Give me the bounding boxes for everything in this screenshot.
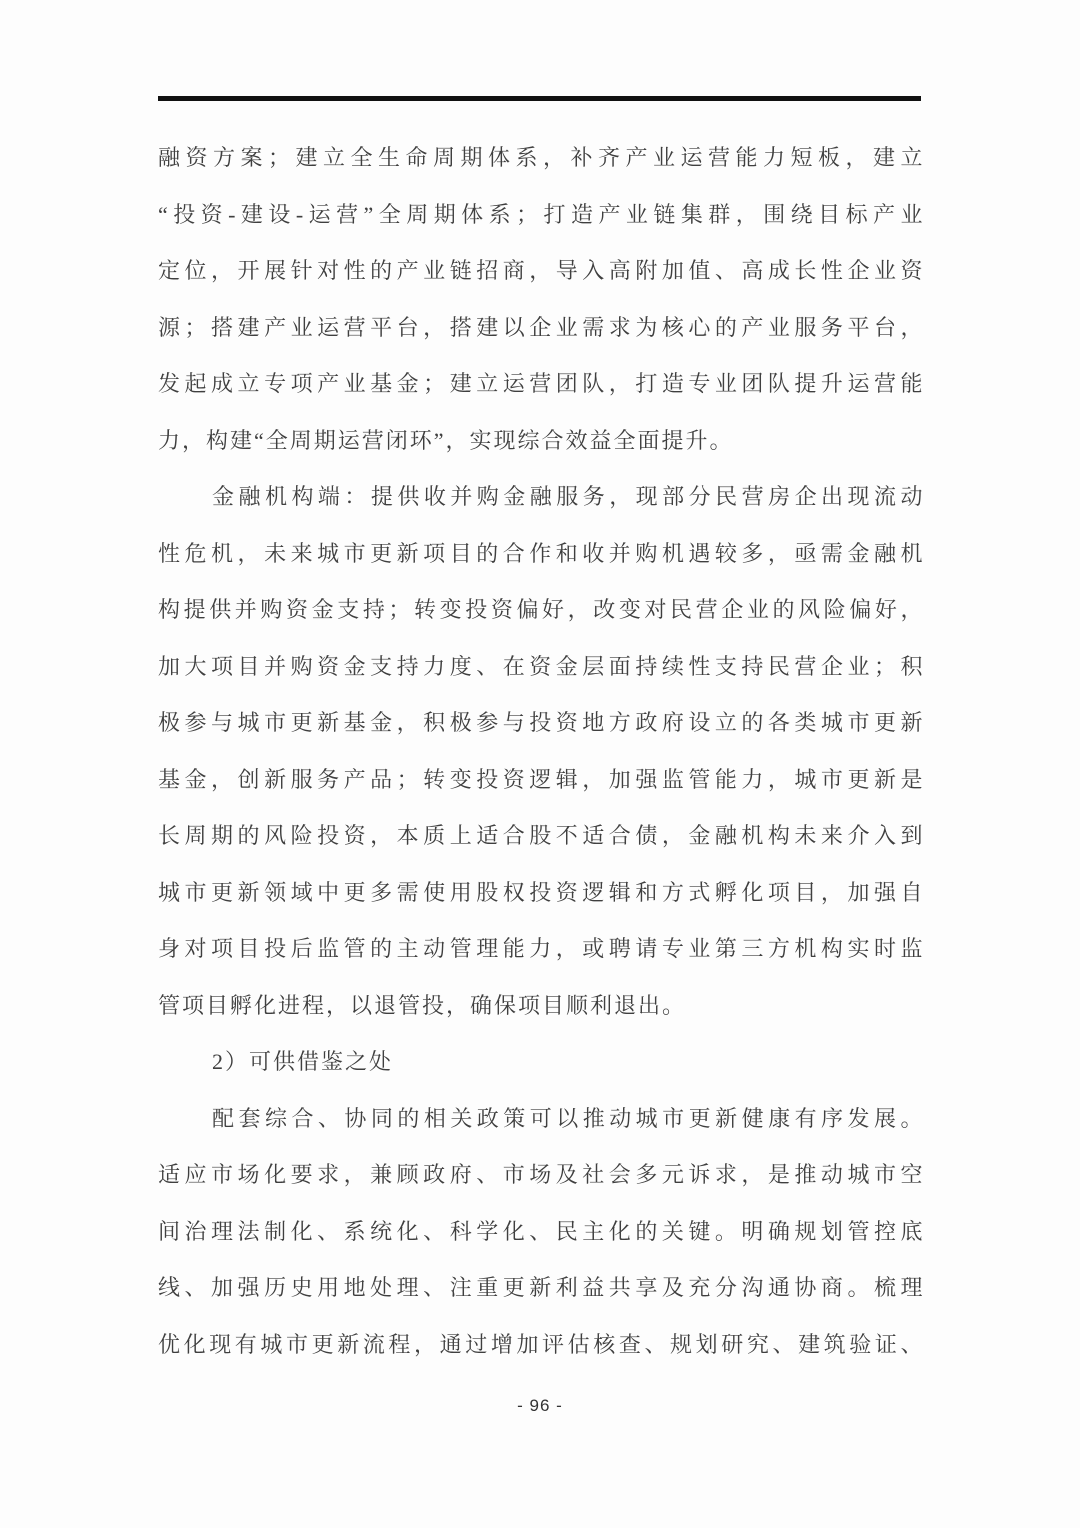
paragraph-lessons-body	[158, 1091, 923, 1374]
text-line: 身对项目投后监管的主动管理能力，或聘请专业第三方机构实时监	[158, 936, 923, 961]
text-line: 配套综合、协同的相关政策可以推动城市更新健康有序发展。	[212, 1105, 923, 1131]
text-line: 融资方案；建立全生命周期体系，补齐产业运营能力短板，建立	[158, 145, 923, 170]
text-line: 基金，创新服务产品；转变投资逻辑，加强监管能力，城市更新是	[158, 766, 923, 792]
text-line: “投资-建设-运营”全周期体系；打造产业链集群，围绕目标产业	[158, 201, 923, 227]
header-rule	[158, 96, 921, 101]
text-line: 金融机构端：提供收并购金融服务，现部分民营房企出现流动	[212, 484, 923, 509]
paragraph-financial-institutions	[158, 469, 923, 1034]
body-text	[158, 130, 923, 1373]
text-line: 线、加强历史用地处理、注重更新利益共享及充分沟通协商。梳理	[158, 1275, 923, 1300]
page-footer	[0, 1396, 1080, 1416]
text-line: 源；搭建产业运营平台，搭建以企业需求为核心的产业服务平台，	[158, 314, 923, 340]
text-line: 构提供并购资金支持；转变投资偏好，改变对民营企业的风险偏好，	[158, 597, 923, 622]
text-line: 间治理法制化、系统化、科学化、民主化的关键。明确规划管控底	[158, 1218, 923, 1244]
text-line: 城市更新领域中更多需使用股权投资逻辑和方式孵化项目，加强自	[158, 879, 923, 905]
page-number: - 96 -	[517, 1396, 563, 1415]
paragraph-continuation	[158, 130, 923, 469]
paragraph-subheading-lessons	[158, 1034, 923, 1091]
text-line: 力，构建“全周期运营闭环”，实现综合效益全面提升。	[158, 427, 734, 453]
text-line: 加大项目并购资金支持力度、在资金层面持续性支持民营企业；积	[158, 653, 923, 679]
text-line: 极参与城市更新基金，积极参与投资地方政府设立的各类城市更新	[158, 710, 923, 735]
text-line: 管项目孵化进程，以退管投，确保项目顺利退出。	[158, 992, 687, 1018]
text-line: 发起成立专项产业基金；建立运营团队，打造专业团队提升运营能	[158, 371, 923, 396]
text-line: 适应市场化要求，兼顾政府、市场及社会多元诉求，是推动城市空	[158, 1162, 923, 1187]
subheading-line: 2）可供借鉴之处	[212, 1049, 394, 1074]
text-line: 定位，开展针对性的产业链招商，导入高附加值、高成长性企业资	[158, 258, 923, 283]
text-line: 长周期的风险投资，本质上适合股不适合债，金融机构未来介入到	[158, 823, 923, 848]
text-line: 性危机，未来城市更新项目的合作和收并购机遇较多，亟需金融机	[158, 540, 923, 566]
text-line: 优化现有城市更新流程，通过增加评估核查、规划研究、建筑验证、	[158, 1331, 923, 1357]
